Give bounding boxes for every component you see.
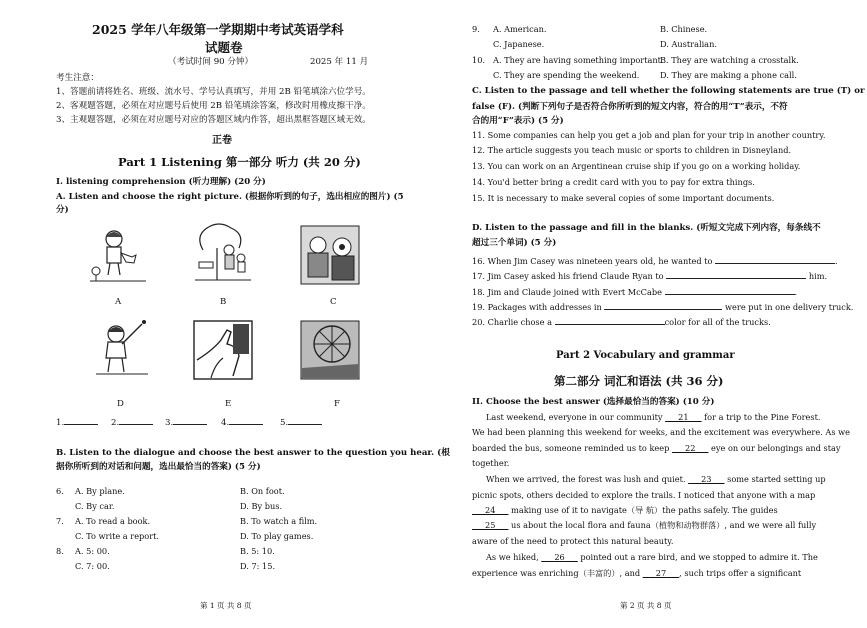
secC-heading-cont2: 合的用“F”表示) (5 分) (472, 116, 564, 126)
exam-time: （考试时间 90 分钟） (168, 57, 254, 67)
passage-line-6: picnic spots, others decided to explore the trails. I noticed that anyone with a map (472, 490, 816, 500)
passage-line-1: Last weekend, everyone in our community 21 for a trip to the Pine Forest. (486, 412, 821, 422)
q10-num: 10. (472, 55, 486, 65)
tf-item-15: 15. It is necessary to make several copies of some important documents. (472, 193, 775, 203)
q6-num: 6. (56, 486, 64, 496)
part1-heading: Part 1 Listening 第一部分 听力 (共 20 分) (118, 155, 361, 169)
passage-line-5: When we arrived, the forest was lush and quiet. 23 some started setting up (486, 474, 826, 484)
sec1-heading: I. listening comprehension (听力理解) (20 分) (56, 177, 266, 187)
picture-f (300, 320, 360, 380)
fill-item-20: 20. Charlie chose a color for all of the trucks. (472, 317, 771, 327)
secA-heading: A. Listen and choose the right picture. (根据你听到的句子，选出相应的图片) (5 (56, 192, 404, 202)
q6-option-b: B. On foot. (240, 486, 285, 496)
secC-heading: C. Listen to the passage and tell whether the following statements are true (T) or (472, 86, 865, 96)
notice-heading: 考生注意： (56, 73, 99, 83)
fill-item-19: 19. Packages with addresses in were put in one delivery truck. (472, 302, 854, 312)
picture-b-label: B (220, 297, 227, 307)
answer-4: 4. (221, 416, 263, 428)
section-label: 正卷 (212, 135, 232, 146)
picture-d (92, 318, 152, 378)
picture-e (193, 320, 253, 380)
q8-option-c: C. 7: 00. (75, 561, 110, 571)
picture-a-label: A (115, 297, 122, 307)
q7-option-b: B. To watch a film. (240, 516, 318, 526)
picture-c-label: C (330, 297, 337, 307)
passage-line-11: experience was enriching（丰富的）, and 27 , such trips offer a significant (472, 568, 802, 578)
answer-2: 2. (111, 416, 153, 428)
fill-item-16: 16. When Jim Casey was nineteen years old, he wanted to . (472, 256, 838, 266)
q8-option-d: D. 7: 15. (240, 561, 276, 571)
passage-line-8: 25 us about the local flora and fauna（植物和动物群落）, and we were all fully (485, 520, 817, 530)
picture-b (193, 222, 253, 282)
q7-option-c: C. To write a report. (75, 531, 160, 541)
page-2 (434, 0, 867, 628)
q8-option-b: B. 5: 10. (240, 546, 275, 556)
q10-option-b: B. They are watching a crosstalk. (660, 55, 799, 65)
secD-heading-cont: 超过三个单词) (5 分) (472, 238, 557, 248)
tf-item-12: 12. The article suggests you teach music or sports to children in Disneyland. (472, 145, 792, 155)
part2-heading: Part 2 Vocabulary and grammar (556, 350, 735, 361)
q6-option-c: C. By car. (75, 501, 115, 511)
picture-d-label: D (117, 399, 124, 409)
q9-num: 9. (472, 24, 480, 34)
secC-heading-cont: false (F). (判断下列句子是否符合你所听到的短文内容，符合的用“T”表示，不符 (472, 102, 788, 112)
tf-item-14: 14. You'd better bring a credit card with you to pay for extra things. (472, 177, 755, 187)
q8-option-a: A. 5: 00. (75, 546, 110, 556)
tf-item-13: 13. You can work on an Argentinean cruise ship if you go on a working holiday. (472, 161, 801, 171)
q7-option-a: A. To read a book. (75, 516, 151, 526)
passage-line-10: As we hiked, 26 pointed out a rare bird, and we stopped to admire it. The (486, 552, 818, 562)
notice-3: 3、主观题答题，必须在对应题号对应的答题区域内作答，超出黑框答题区域无效。 (56, 115, 371, 125)
q7-num: 7. (56, 516, 64, 526)
answer-5: 5. (280, 416, 322, 428)
fill-item-17: 17. Jim Casey asked his friend Claude Ryan to him. (472, 271, 828, 281)
tf-item-11: 11. Some companies can help you get a job and plan for your trip in another country. (472, 130, 826, 140)
secII-heading: II. Choose the best answer (选择最恰当的答案) (10 分) (472, 397, 715, 407)
passage-line-4: together. (472, 458, 510, 468)
notice-1: 1、答题前请将姓名、班级、流水号、学号认真填写，并用 2B 铅笔填涂六位学号。 (56, 87, 371, 97)
picture-f-label: F (334, 399, 340, 409)
q8-num: 8. (56, 546, 64, 556)
fill-item-18: 18. Jim and Claude joined with Evert McCabe . (472, 287, 798, 297)
picture-c (300, 225, 360, 285)
q6-option-d: D. By bus. (240, 501, 283, 511)
picture-a (88, 225, 148, 285)
exam-subtitle: 试题卷 (205, 40, 243, 55)
picture-e-label: E (225, 399, 232, 409)
q9-option-a: A. American. (493, 24, 547, 34)
passage-line-9: aware of the need to protect this natural beauty. (472, 536, 674, 546)
exam-title: 2025 学年八年级第一学期期中考试英语学科 (92, 22, 344, 37)
answer-1: 1. (56, 416, 98, 428)
passage-line-7: 24 making use of it to navigate（导 航）the paths safely. The guides (485, 505, 778, 515)
notice-2: 2、客观题答题，必须在对应题号后使用 2B 铅笔填涂答案，修改时用橡皮擦干净。 (56, 101, 371, 111)
secD-heading: D. Listen to the passage and fill in the blanks. (听短文完成下列内容，每条线不 (472, 223, 821, 233)
secA-heading-cont: 分) (56, 205, 69, 215)
page-2-footer: 第 2 页 共 8 页 (620, 601, 672, 610)
q9-option-c: C. Japanese. (493, 39, 545, 49)
passage-line-3: boarded the bus, someone reminded us to keep 22 eye on our belongings and stay (472, 443, 841, 453)
q10-option-c: C. They are spending the weekend. (493, 70, 640, 80)
answer-3: 3. (165, 416, 207, 428)
q7-option-d: D. To play games. (240, 531, 314, 541)
q10-option-d: D. They are making a phone call. (660, 70, 797, 80)
passage-line-2: We had been planning this weekend for weeks, and the excitement was everywhere. As we (472, 427, 850, 437)
q6-option-a: A. By plane. (75, 486, 125, 496)
part2-cn-heading: 第二部分 词汇和语法 (共 36 分) (554, 374, 724, 388)
secB-heading: B. Listen to the dialogue and choose the best answer to the question you hear. (根 (56, 448, 450, 458)
secB-heading-cont: 据你所听到的对话和问题，选出最恰当的答案) (5 分) (56, 462, 261, 472)
q10-option-a: A. They are having something important. (493, 55, 664, 65)
page-1-footer: 第 1 页 共 8 页 (200, 601, 252, 610)
q9-option-b: B. Chinese. (660, 24, 708, 34)
exam-date: 2025 年 11 月 (310, 57, 369, 67)
q9-option-d: D. Australian. (660, 39, 717, 49)
